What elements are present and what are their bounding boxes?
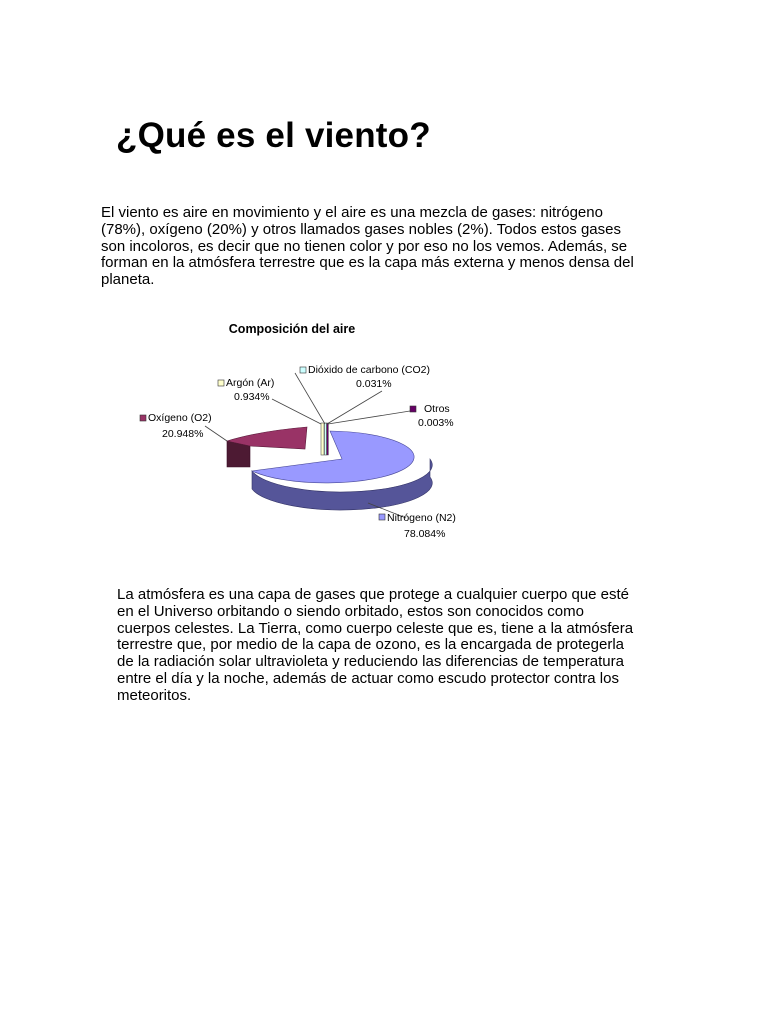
legend-value-argon: 0.934% xyxy=(234,391,270,403)
legend-marker-oxygen xyxy=(140,415,146,421)
callout-line-otros xyxy=(328,411,410,424)
legend-marker-co2 xyxy=(300,367,306,373)
callout-line-oxygen xyxy=(205,426,227,441)
legend-label-argon: Argón (Ar) xyxy=(226,377,275,389)
legend-label-co2: Dióxido de carbono (CO2) xyxy=(308,364,430,376)
air-composition-pie-chart xyxy=(120,296,520,542)
legend-value-nitrogen: 78.084% xyxy=(404,528,446,540)
chart-title: Composición del aire xyxy=(228,322,356,336)
intro-paragraph: El viento es aire en movimiento y el aire es una mezcla de gases: nitrógeno (78%), oxígeno (20%) y otros llamados gases nobles (2%). Todos estos gases son incoloros, es decir que no tienen color y por eso no los vemos. Además, se forman en la atmósfera terrestre que es la capa más externa y menos densa del planeta. xyxy=(101,204,634,289)
callout-line-co2 xyxy=(295,373,325,424)
legend-marker-otros xyxy=(410,406,416,412)
legend-value-co2: 0.031% xyxy=(356,378,392,390)
legend-marker-argon xyxy=(218,380,224,386)
atmosphere-paragraph: La atmósfera es una capa de gases que protege a cualquier cuerpo que esté en el Universo orbitando o siendo orbitado, estos son conocidos como cuerpos celestes. La Tierra, como cuerpo celeste que es, tiene a la atmósfera terrestre que, por medio de la capa de ozono, es la encargada de protegerla de la radiación solar ultravioleta y reduciendo las diferencias de temperatura entre el día y la noche, además de actuar como escudo protector contra los meteoritos. xyxy=(117,586,634,704)
legend-label-oxygen: Oxígeno (O2) xyxy=(148,412,212,424)
pie-slice-argon xyxy=(321,423,324,455)
callout-line-co2-b xyxy=(327,391,382,424)
legend-label-nitrogen: Nitrógeno (N2) xyxy=(387,512,456,524)
page-title: ¿Qué es el viento? xyxy=(116,116,431,155)
legend-marker-nitrogen xyxy=(379,514,385,520)
legend-label-otros: Otros xyxy=(424,403,450,415)
callout-line-argon xyxy=(272,399,321,424)
pie-slice-co2 xyxy=(325,423,327,455)
legend-value-oxygen: 20.948% xyxy=(162,428,204,440)
pie-slice-otros xyxy=(327,423,329,455)
legend-value-otros: 0.003% xyxy=(418,417,454,429)
